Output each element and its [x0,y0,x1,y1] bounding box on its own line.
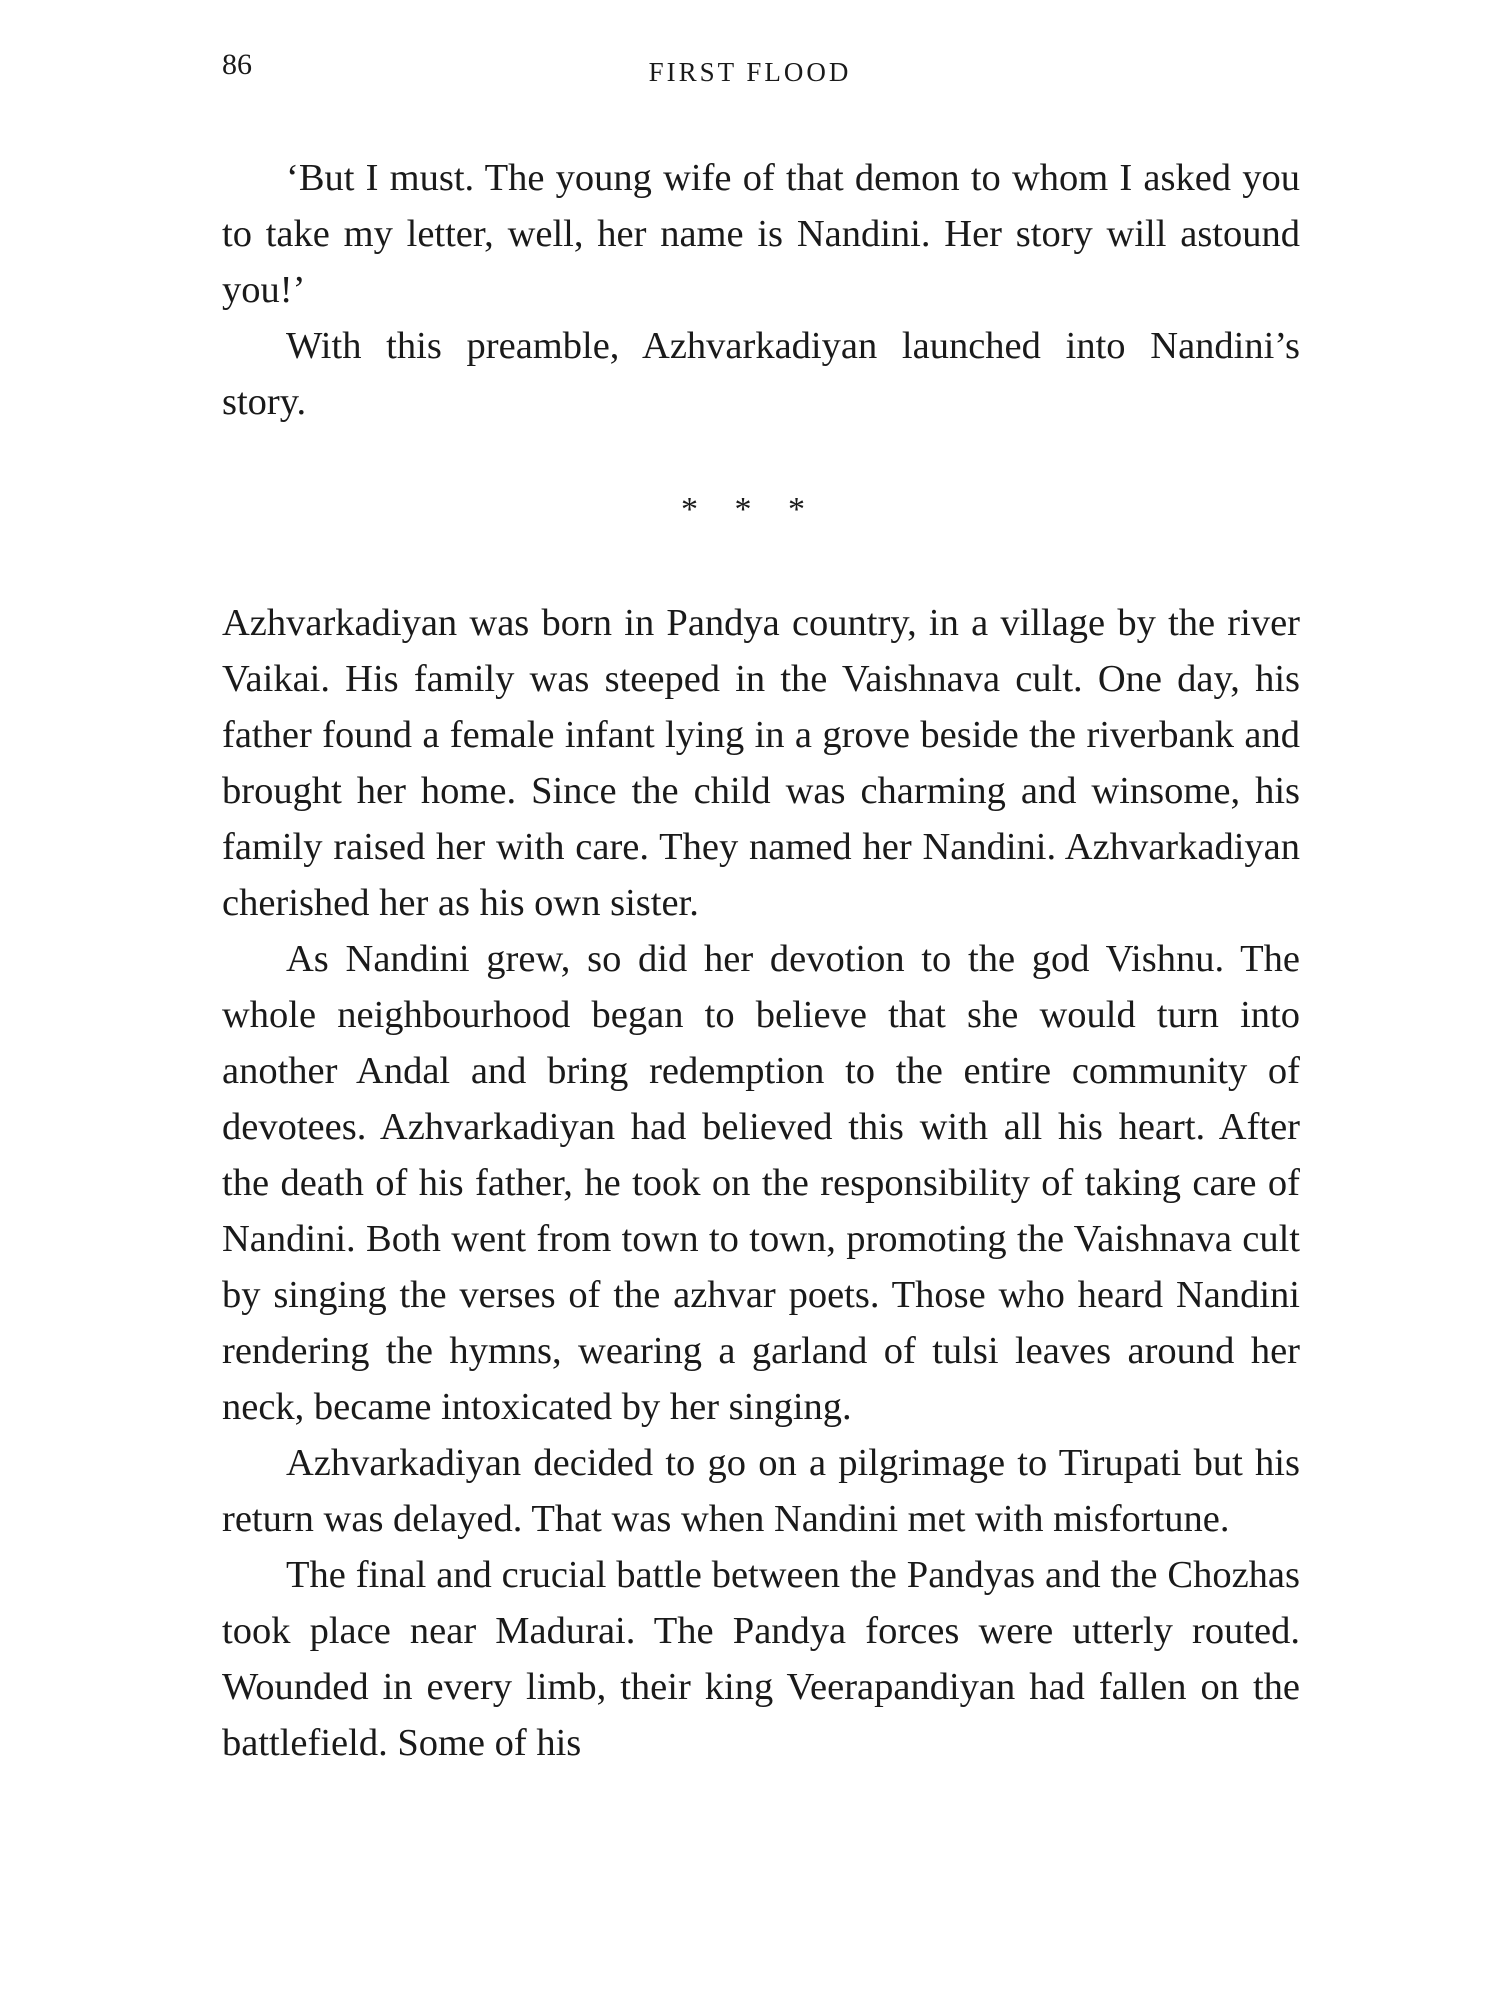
opening-text [222,150,1300,430]
paragraph: The final and crucial battle between the Pandyas and the Chozhas took place near Madurai. The Pandya forces were utterly routed. Wounded in every limb, their king Veerapandiyan had fallen on the battlefield. Some of his [222,1554,1300,1764]
running-title: FIRST FLOOD [648,57,852,87]
scene-break: * * * [681,491,819,528]
section-text [222,595,1300,1771]
paragraph: As Nandini grew, so did her devotion to the god Vishnu. The whole neighbourhood began to believe that she would turn into another Andal and bring redemption to the entire community of devotees. Azhvarkadiyan had believed this with all his heart. After the death of his father, he took on the responsibility of taking care of Nandini. Both went from town to town, promoting the Vaishnava cult by singing the verses of the azhvar poets. Those who heard Nandini rendering the hymns, wearing a garland of tulsi leaves around her neck, became intoxicated by her singing. [222,938,1300,1428]
paragraph: Azhvarkadiyan decided to go on a pilgrimage to Tirupati but his return was delayed. That was when Nandini met with misfortune. [222,1442,1300,1540]
paragraph: With this preamble, Azhvarkadiyan launched into Nandini’s story. [222,325,1300,423]
page-number: 86 [222,48,252,81]
paragraph: ‘But I must. The young wife of that demon to whom I asked you to take my letter, well, her name is Nandini. Her story will astound you!’ [222,157,1300,311]
paragraph: Azhvarkadiyan was born in Pandya country, in a village by the river Vaikai. His family was steeped in the Vaishnava cult. One day, his father found a female infant lying in a grove beside the riverbank and brought her home. Since the child was charming and winsome, his family raised her with care. They named her Nandini. Azhvarkadiyan cherished her as his own sister. [222,602,1300,924]
